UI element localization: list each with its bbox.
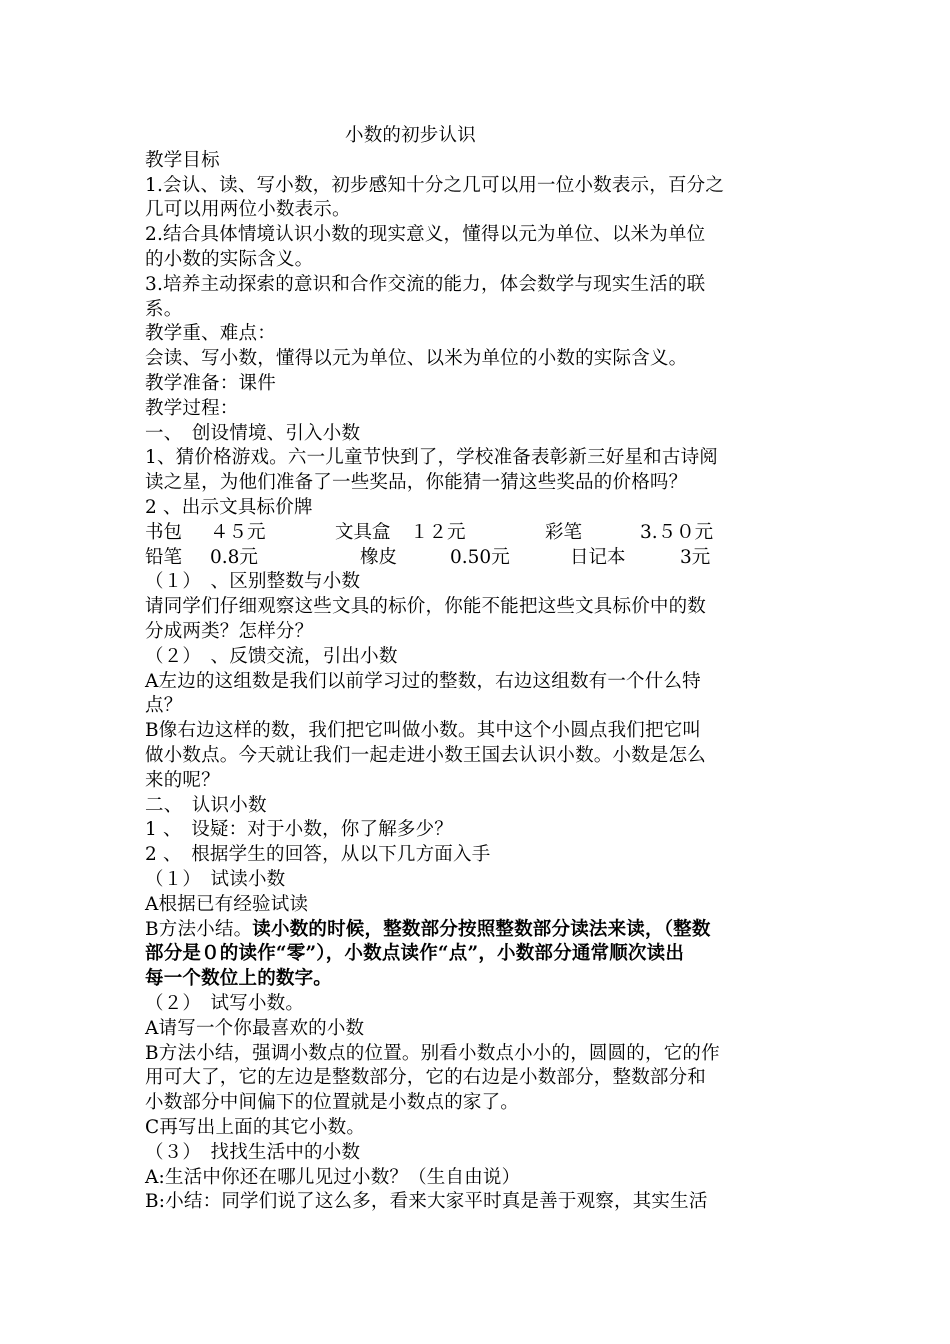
text-line: （２） 、反馈交流，引出小数	[145, 645, 398, 667]
text-line: 2 、出示文具标价牌	[145, 497, 313, 518]
text-line: 几可以用两位小数表示。	[145, 199, 351, 221]
method-summary-bold: 读小数的时候，整数部分按照整数部分读法来读，（整数	[252, 918, 711, 940]
price-cell: 书包	[145, 521, 183, 543]
text-line: A根据已有经验试读	[145, 893, 309, 915]
price-cell: 日记本	[570, 546, 626, 568]
text-line: 二、 认识小数	[145, 794, 267, 816]
text-line: 一、 创设情境、引入小数	[145, 422, 361, 444]
text-line: 教学过程：	[145, 397, 239, 419]
price-cell: 0.8元	[210, 546, 258, 568]
text-line: 读之星，为他们准备了一些奖品，你能猜一猜这些奖品的价格吗？	[145, 472, 688, 494]
text-line: 2.结合具体情境认识小数的现实意义，懂得以元为单位、以米为单位	[145, 224, 706, 246]
doc-title: 小数的初步认识	[345, 125, 476, 146]
price-cell: 0.50元	[450, 546, 510, 568]
text-line: 教学重、难点：	[145, 323, 276, 345]
text-line: 请同学们仔细观察这些文具的标价，你能不能把这些文具标价中的数	[145, 596, 707, 618]
text-line: B像右边这样的数，我们把它叫做小数。其中这个小圆点我们把它叫	[145, 720, 702, 742]
text-line: 1.会认、读、写小数，初步感知十分之几可以用一位小数表示，百分之	[145, 174, 725, 196]
price-cell: １２元	[410, 521, 466, 543]
price-cell: 橡皮	[360, 546, 398, 568]
price-cell: 彩笔	[545, 521, 583, 543]
text-line: （３） 找找生活中的小数	[145, 1141, 361, 1163]
method-summary-line	[145, 918, 711, 942]
text-line: B:小结：同学们说了这么多，看来大家平时真是善于观察，其实生活	[145, 1191, 708, 1213]
text-line: A左边的这组数是我们以前学习过的整数，右边这组数有一个什么特	[145, 670, 701, 692]
text-line: 1 、 设疑：对于小数，你了解多少？	[145, 819, 454, 841]
method-summary-lead: B方法小结。	[145, 918, 253, 940]
text-line: （１） 、区别整数与小数	[145, 571, 361, 593]
price-cell: 3元	[680, 546, 711, 568]
text-line: 做小数点。今天就让我们一起走进小数王国去认识小数。小数是怎么	[145, 745, 707, 766]
text-line: 的小数的实际含义。	[145, 249, 314, 270]
text-line: 1、猜价格游戏。六一儿童节快到了，学校准备表彰新三好星和古诗阅	[145, 447, 718, 469]
price-cell: 3.５０元	[640, 521, 714, 543]
text-line: B方法小结，强调小数点的位置。别看小数点小小的，圆圆的，它的作	[145, 1042, 720, 1064]
price-cell: ４５元	[210, 521, 266, 543]
text-line: （１） 试读小数	[145, 869, 286, 890]
text-line: 3.培养主动探索的意识和合作交流的能力，体会数学与现实生活的联	[145, 273, 706, 295]
text-line: 分成两类？怎样分？	[145, 621, 314, 642]
text-line: 会读、写小数，懂得以元为单位、以米为单位的小数的实际含义。	[145, 348, 688, 370]
text-line: 小数部分中间偏下的位置就是小数点的家了。	[145, 1092, 520, 1114]
price-cell: 文具盒	[335, 521, 391, 543]
text-line: 教学准备：课件	[145, 373, 276, 394]
text-line: 来的呢？	[145, 769, 220, 791]
price-cell: 铅笔	[145, 546, 183, 568]
text-line: 2 、 根据学生的回答，从以下几方面入手	[145, 844, 491, 866]
text-line: A请写一个你最喜欢的小数	[145, 1017, 365, 1039]
text-line: 点？	[145, 695, 183, 717]
text-line: 系。	[145, 298, 183, 320]
text-line: （２） 试写小数。	[145, 993, 305, 1014]
text-line: C再写出上面的其它小数。	[145, 1117, 366, 1138]
text-line: 用可大了，它的左边是整数部分，它的右边是小数部分，整数部分和	[145, 1067, 707, 1089]
text-line: 教学目标	[145, 149, 220, 171]
method-summary-bold: 部分是０的读作“零”），小数点读作“点”，小数部分通常顺次读出	[145, 943, 685, 965]
method-summary-bold: 每一个数位上的数字。	[145, 968, 333, 990]
text-line: A:生活中你还在哪儿见过小数？（生自由说）	[145, 1166, 521, 1188]
